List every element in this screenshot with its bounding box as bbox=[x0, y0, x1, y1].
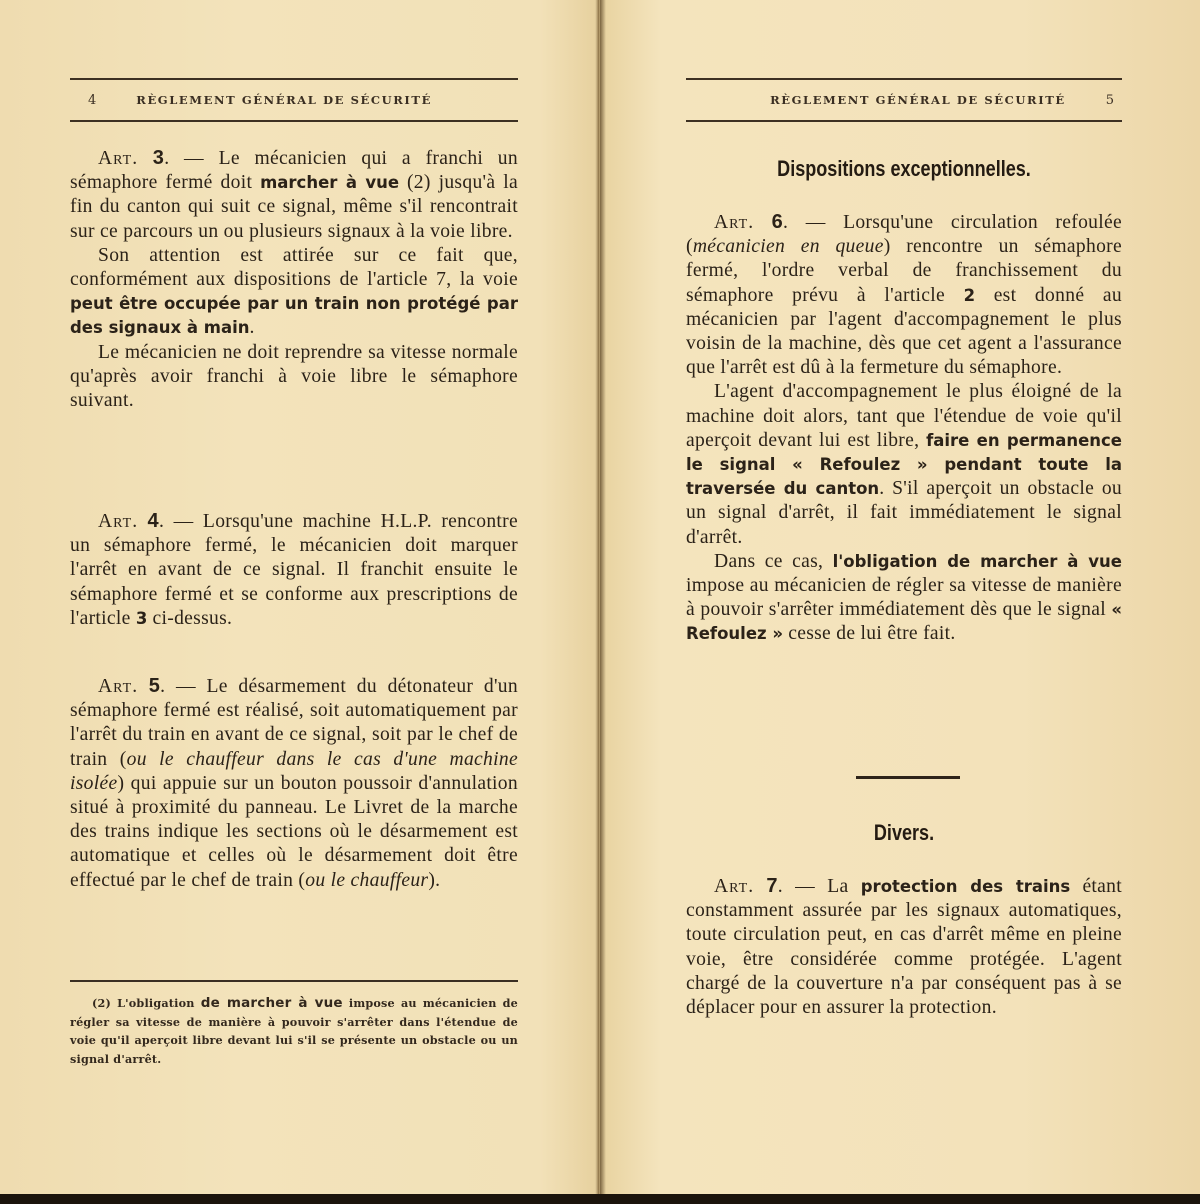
right-page bbox=[686, 0, 1122, 1196]
text: (2) jusqu'à la fin du canton qui suit ce signal, même s'il rencontrait sur ce parcours un ou plusieurs signaux à la voie libre. bbox=[70, 172, 518, 242]
text: étant constamment assurée par les signaux automatiques, toute circulation peut, en cas d'arrêt même en pleine voie, être considérée comme protégée. L'agent chargé de la couverture n'a par conséquent pas à se déplacer pour en assurer la protection. bbox=[686, 876, 1123, 1019]
text: est donné au mécanicien par l'agent d'accompagnement le plus voisin de la machine, dès que cet agent a l'assurance que l'arrêt est dû à la fermeture du sémaphore. bbox=[686, 284, 1122, 379]
article-number: 3 bbox=[152, 147, 165, 169]
section-divider bbox=[856, 776, 960, 779]
text: . bbox=[249, 317, 255, 339]
running-head-title: RÈGLEMENT GÉNÉRAL DE SÉCURITÉ bbox=[770, 93, 1066, 107]
text: ) qui appuie sur un bouton poussoir d'annulation situé à proximité du panneau. Le Livret de la marche des trains indique les sections où le désarmement est automatique et celles où le désarmement doit être effectué par le chef de train ( bbox=[70, 772, 518, 891]
section-title-dispositions: Dispositions exceptionnelles. bbox=[777, 156, 1031, 181]
article-5-paragraph-1 bbox=[70, 674, 518, 893]
text: ) rencontre un sémaphore fermé, l'ordre verbal de franchissement du sémaphore prévu à l'article bbox=[686, 236, 1122, 306]
running-header bbox=[686, 78, 1122, 122]
article-3-paragraph-2 bbox=[70, 244, 518, 341]
page-number: 4 bbox=[88, 92, 97, 108]
text: (2) L'obligation bbox=[92, 996, 201, 1010]
bold-text: de marcher à vue bbox=[200, 995, 343, 1011]
text: impose au mécanicien de régler sa vitesse de manière à pouvoir s'arrêter immédiatement dès que le signal bbox=[686, 575, 1122, 621]
left-page bbox=[70, 0, 518, 1196]
article-6-paragraph-2 bbox=[686, 380, 1122, 549]
text: . S'il aperçoit un obstacle ou un signal d'arrêt, il fait immédiatement le signal d'arrêt. bbox=[686, 478, 1123, 548]
footnote-rule bbox=[70, 980, 518, 982]
article-number: 5 bbox=[148, 675, 161, 697]
article-number: 4 bbox=[147, 510, 159, 532]
text: Son attention est attirée sur ce fait que, conformément aux dispositions de l'article 7, la voie bbox=[70, 244, 518, 291]
italic-text: ou le chauffeur bbox=[305, 869, 429, 891]
article-3-paragraph-1 bbox=[70, 146, 518, 244]
article-5 bbox=[70, 674, 518, 893]
text: cesse de lui être fait. bbox=[783, 623, 956, 645]
book-gutter bbox=[597, 0, 600, 1196]
article-label: Art. bbox=[98, 676, 139, 697]
bold-text: protection des trains bbox=[860, 877, 1071, 896]
running-header bbox=[70, 78, 518, 122]
bold-text: 3 bbox=[135, 608, 148, 628]
text: . — Le désarmement du détonateur d'un sémaphore fermé est réalisé, soit automatiquement par l'arrêt du train en avant de ce signal, soit par le chef de train ( bbox=[70, 676, 518, 770]
italic-text: ou le chauffeur dans le cas d'une machine isolée bbox=[70, 748, 518, 794]
article-4 bbox=[70, 509, 518, 631]
section-title-divers: Divers. bbox=[873, 820, 935, 845]
page-number: 5 bbox=[1105, 92, 1114, 108]
text: . — Le mécanicien qui a franchi un sémaphore fermé doit bbox=[70, 148, 518, 194]
footnote bbox=[70, 994, 518, 1068]
text: . — Lorsqu'une circulation refoulée ( bbox=[686, 212, 1123, 258]
article-number: 6 bbox=[771, 211, 784, 233]
bold-text: « Refoulez » bbox=[686, 600, 1122, 644]
article-4-paragraph-1 bbox=[70, 509, 518, 631]
text: . — La bbox=[777, 876, 861, 897]
article-number: 7 bbox=[766, 875, 778, 897]
bold-text: l'obligation de marcher à vue bbox=[832, 551, 1122, 571]
article-7 bbox=[686, 874, 1122, 1020]
article-label: Art. bbox=[98, 511, 139, 532]
article-7-paragraph-1 bbox=[686, 874, 1122, 1020]
bold-text: peut être occupée par un train non protégé par des signaux à main bbox=[70, 294, 518, 338]
italic-text: mécanicien en queue bbox=[692, 236, 884, 258]
article-6-paragraph-1 bbox=[686, 210, 1122, 380]
bold-text: 2 bbox=[963, 285, 976, 305]
text: L'agent d'accompagnement le plus éloigné de la machine doit alors, tant que l'étendue de voie qu'il aperçoit devant lui est libre, bbox=[686, 381, 1122, 451]
article-6 bbox=[686, 210, 1122, 647]
article-label: Art. bbox=[714, 876, 755, 897]
article-3-paragraph-3: Le mécanicien ne doit reprendre sa vitesse normale qu'après avoir franchi à voie libre le sémaphore suivant. bbox=[70, 341, 518, 412]
article-3 bbox=[70, 146, 518, 413]
article-label: Art. bbox=[98, 148, 139, 169]
article-label: Art. bbox=[714, 212, 755, 233]
bold-text: marcher à vue bbox=[260, 173, 400, 193]
text: ). bbox=[428, 869, 441, 891]
article-6-paragraph-3 bbox=[686, 550, 1122, 647]
text: . — Lorsqu'une machine H.L.P. rencontre un sémaphore fermé, le mécanicien doit marquer l'arrêt en avant de ce signal. Il franchit ensuite le sémaphore fermé et se conforme aux prescriptions de l'article bbox=[70, 511, 518, 629]
text: impose au mécanicien de régler sa vitesse de manière à pouvoir s'arrêter dans l'étendue de voie qu'il aperçoit libre devant lui s'il se présente un obstacle ou un signal d'arrêt. bbox=[70, 996, 518, 1066]
text: ci-dessus. bbox=[147, 607, 233, 629]
footnote-text bbox=[70, 994, 518, 1068]
text: Dans ce cas, bbox=[714, 550, 833, 572]
bold-text: faire en permanence le signal « Refoulez » pendant toute la traversée du canton bbox=[686, 430, 1123, 499]
running-head-title: RÈGLEMENT GÉNÉRAL DE SÉCURITÉ bbox=[136, 93, 432, 107]
